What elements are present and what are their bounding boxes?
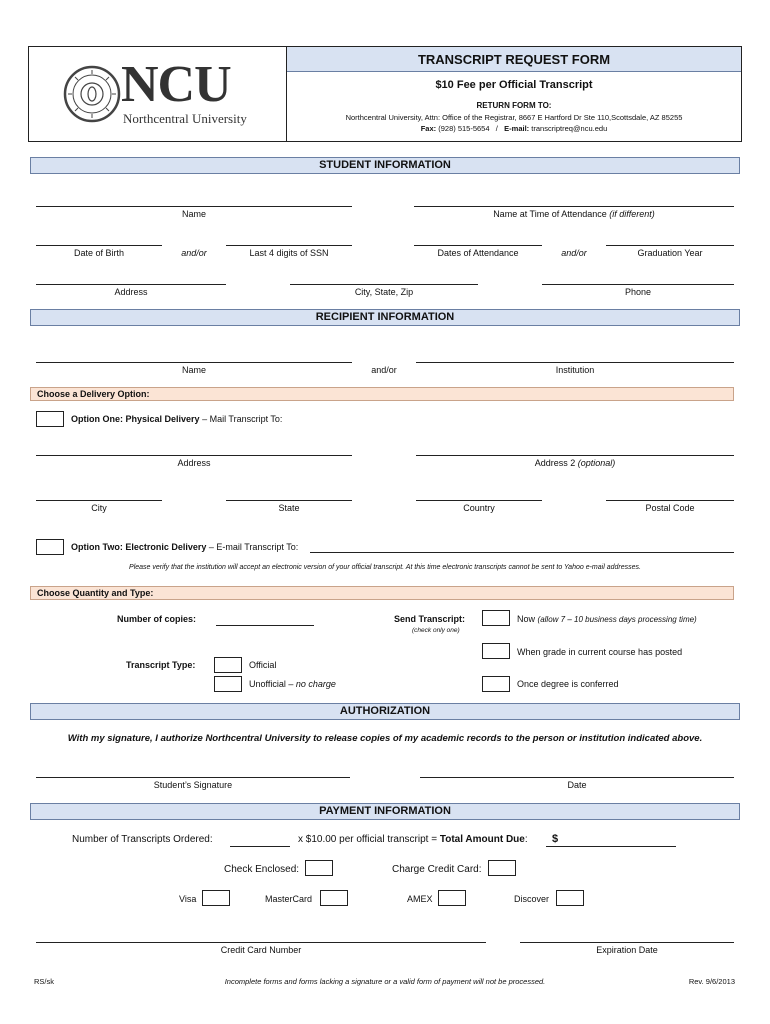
- footer-revision: Rev. 9/6/2013: [688, 977, 735, 986]
- visa-checkbox[interactable]: [202, 890, 230, 906]
- phone-field[interactable]: [542, 284, 734, 285]
- when-grade-checkbox[interactable]: [482, 643, 510, 659]
- dob-field[interactable]: [36, 245, 162, 246]
- official-label: Official: [249, 660, 277, 670]
- send-now-checkbox[interactable]: [482, 610, 510, 626]
- copies-field[interactable]: [216, 625, 314, 626]
- option-one-label: [71, 414, 282, 424]
- discover-checkbox[interactable]: [556, 890, 584, 906]
- ssn-label: Last 4 digits of SSN: [249, 248, 329, 258]
- student-name-label: Name: [181, 209, 206, 219]
- charge-card-checkbox[interactable]: [488, 860, 516, 876]
- delivery-option-bar: Choose a Delivery Option:: [30, 387, 734, 401]
- address2-text: Address 2: [534, 458, 576, 468]
- check-enclosed-label: Check Enclosed:: [224, 864, 300, 875]
- copies-label: Number of copies:: [117, 614, 197, 624]
- option-one-desc: – Mail Transcript To:: [202, 414, 283, 424]
- logo-subtitle: Northcentral University: [123, 111, 247, 126]
- amex-checkbox[interactable]: [438, 890, 466, 906]
- option-two-title: Option Two: Electronic Delivery: [71, 542, 207, 552]
- email-label: E-mail:: [504, 124, 530, 133]
- institution-label: Institution: [555, 365, 595, 375]
- charge-card-label: Charge Credit Card:: [392, 864, 482, 875]
- electronic-verify-note: Please verify that the institution will accept an electronic version of your official transcript. At this time electronic transcripts cannot be sent to Yahoo e-mail addresses.: [129, 564, 641, 571]
- transcript-type-label: Transcript Type:: [126, 660, 196, 670]
- recipient-address2-field[interactable]: [416, 455, 734, 456]
- phone-label: Phone: [624, 287, 652, 297]
- no-charge-note: – no charge: [288, 679, 336, 689]
- grad-year-label: Graduation Year: [637, 248, 703, 258]
- when-grade-label: When grade in current course has posted: [517, 647, 683, 657]
- return-label: RETURN FORM TO:: [476, 101, 552, 110]
- recipient-address-field[interactable]: [36, 455, 352, 456]
- authorization-statement: With my signature, I authorize Northcentral University to release copies of my academic records to the person or institution indicated above.: [67, 733, 703, 744]
- ssn-field[interactable]: [226, 245, 352, 246]
- city-field[interactable]: [36, 500, 162, 501]
- recipient-info-section-header: RECIPIENT INFORMATION: [30, 309, 740, 326]
- electronic-delivery-checkbox[interactable]: [36, 539, 64, 555]
- expiration-field[interactable]: [520, 942, 734, 943]
- option-one-title: Option One: Physical Delivery: [71, 414, 200, 424]
- option-two-desc: – E-mail Transcript To:: [208, 542, 299, 552]
- unofficial-text: Unofficial: [249, 679, 286, 689]
- expiration-label: Expiration Date: [596, 945, 658, 955]
- send-transcript-label: Send Transcript:: [394, 614, 466, 624]
- fax-label: Fax:: [420, 124, 437, 133]
- email-address: transcriptreq@ncu.edu: [531, 124, 608, 133]
- quantity-type-bar: Choose Quantity and Type:: [30, 586, 734, 600]
- dates-attendance-field[interactable]: [414, 245, 542, 246]
- check-enclosed-checkbox[interactable]: [305, 860, 333, 876]
- student-address-label: Address: [114, 287, 148, 297]
- total-amount-field[interactable]: [546, 846, 676, 847]
- form-header: [28, 46, 742, 142]
- andor-label: and/or: [181, 248, 207, 258]
- amex-label: AMEX: [407, 894, 433, 904]
- footer-note: Incomplete forms and forms lacking a signature or a valid form of payment will not be processed.: [224, 977, 546, 986]
- signature-label: Student’s Signature: [153, 780, 233, 790]
- recipient-name-field[interactable]: [36, 362, 352, 363]
- check-one-note: (check only one): [412, 627, 460, 634]
- fax-email-line: [287, 124, 741, 133]
- unofficial-checkbox[interactable]: [214, 676, 242, 692]
- option-two-label: [71, 542, 298, 552]
- student-address-field[interactable]: [36, 284, 226, 285]
- name-at-attendance-label: [414, 209, 734, 219]
- dollar-sign: $: [552, 833, 559, 845]
- institution-field[interactable]: [416, 362, 734, 363]
- university-seal-icon: [63, 65, 121, 123]
- student-name-field[interactable]: [36, 206, 352, 207]
- if-different-note: (if different): [609, 209, 655, 219]
- transcript-email-field[interactable]: [310, 552, 734, 553]
- card-number-field[interactable]: [36, 942, 486, 943]
- signature-date-label: Date: [567, 780, 587, 790]
- logo-cell: [29, 47, 287, 141]
- city-state-zip-label: City, State, Zip: [354, 287, 414, 297]
- physical-delivery-checkbox[interactable]: [36, 411, 64, 427]
- state-field[interactable]: [226, 500, 352, 501]
- authorization-section-header: AUTHORIZATION: [30, 703, 740, 720]
- logo-letters: NCU: [121, 56, 231, 113]
- card-number-label: Credit Card Number: [220, 945, 302, 955]
- total-amount-label: Total Amount Due: [439, 834, 525, 845]
- now-text: Now: [517, 614, 536, 624]
- fax-number: (928) 515-5654: [438, 124, 490, 133]
- unofficial-label: [249, 679, 336, 689]
- form-title: TRANSCRIPT REQUEST FORM: [287, 47, 741, 72]
- optional-note: (optional): [577, 458, 616, 468]
- city-state-zip-field[interactable]: [290, 284, 478, 285]
- formula-text: x $10.00 per official transcript =: [298, 834, 438, 845]
- recipient-address2-label: [416, 458, 734, 468]
- return-address: Northcentral University, Attn: Office of the Registrar, 8667 E Hartford Dr Ste 110,Scottsdale, AZ 85255: [345, 113, 683, 122]
- name-at-attendance-field[interactable]: [414, 206, 734, 207]
- state-label: State: [278, 503, 300, 513]
- city-label: City: [91, 503, 107, 513]
- country-label: Country: [463, 503, 495, 513]
- andor-label: and/or: [561, 248, 587, 258]
- postal-code-label: Postal Code: [645, 503, 695, 513]
- separator: /: [495, 124, 498, 133]
- signature-field[interactable]: [36, 777, 350, 778]
- send-now-label: [517, 614, 697, 624]
- once-degree-checkbox[interactable]: [482, 676, 510, 692]
- country-field[interactable]: [416, 500, 542, 501]
- now-processing-note: (allow 7 – 10 business days processing time): [537, 615, 697, 624]
- total-formula: [298, 834, 528, 845]
- colon: :: [524, 834, 528, 845]
- student-info-section-header: STUDENT INFORMATION: [30, 157, 740, 174]
- transcripts-ordered-field[interactable]: [230, 846, 290, 847]
- fee-text: $10 Fee per Official Transcript: [435, 79, 593, 91]
- visa-label: Visa: [179, 894, 197, 904]
- discover-label: Discover: [514, 894, 550, 904]
- name-at-attendance-text: Name at Time of Attendance: [493, 209, 607, 219]
- title-cell: [287, 47, 741, 141]
- mastercard-label: MasterCard: [265, 894, 313, 904]
- mastercard-checkbox[interactable]: [320, 890, 348, 906]
- recipient-address-label: Address: [177, 458, 211, 468]
- andor-label: and/or: [371, 365, 397, 375]
- transcripts-ordered-label: Number of Transcripts Ordered:: [72, 834, 213, 845]
- postal-code-field[interactable]: [606, 500, 734, 501]
- recipient-name-label: Name: [181, 365, 206, 375]
- dob-label: Date of Birth: [73, 248, 125, 258]
- payment-section-header: PAYMENT INFORMATION: [30, 803, 740, 820]
- once-degree-label: Once degree is conferred: [517, 679, 619, 689]
- footer-initials: RS/sk: [34, 977, 55, 986]
- official-checkbox[interactable]: [214, 657, 242, 673]
- grad-year-field[interactable]: [606, 245, 734, 246]
- signature-date-field[interactable]: [420, 777, 734, 778]
- dates-attendance-label: Dates of Attendance: [437, 248, 519, 258]
